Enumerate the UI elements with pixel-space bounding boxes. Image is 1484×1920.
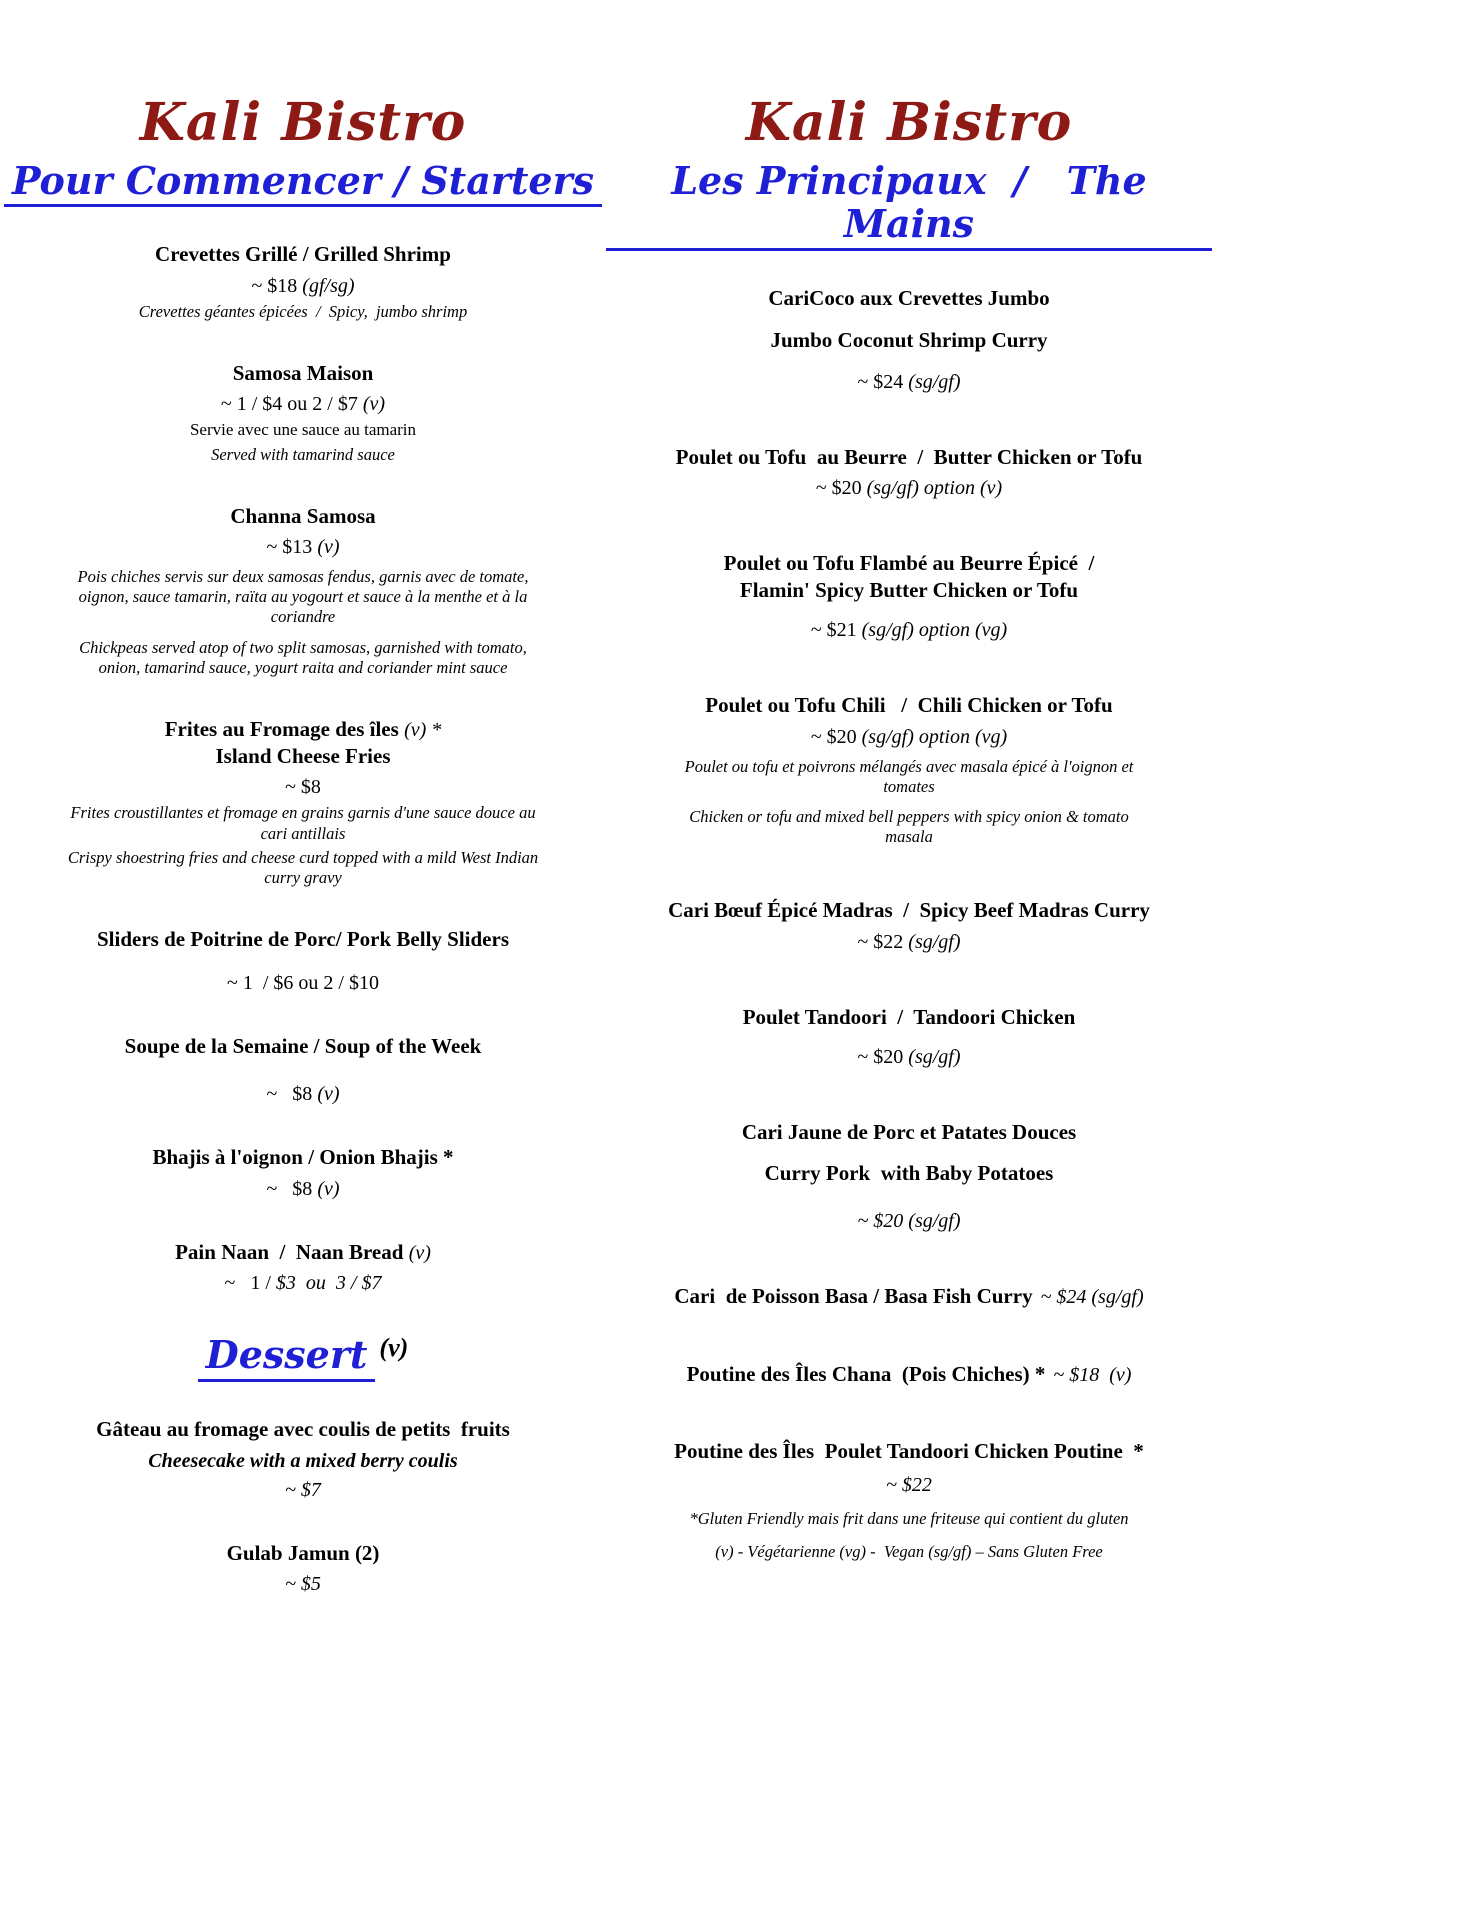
item-title: Cari Jaune de Porc et Patates Douces xyxy=(741,1119,1077,1144)
item-description-fr: Poulet ou tofu et poivrons mélangés avec masala épicé à l'oignon et tomates xyxy=(684,756,1134,796)
item-title-english: Cheesecake with a mixed berry coulis xyxy=(148,1450,458,1473)
item-price: ~ $8 xyxy=(285,776,321,799)
item-title: CariCoco aux Crevettes Jumbo xyxy=(768,285,1050,310)
menu-item-flamin-spicy-butter-chicken xyxy=(606,550,1212,643)
starters-column xyxy=(0,92,606,1634)
item-price xyxy=(606,618,1212,642)
price-value: ~ $8 xyxy=(266,1177,313,1200)
diet-note: (sg/gf) option (vg) xyxy=(861,619,1008,642)
title-text: Poutine des Îles Chana (Pois Chiches) * xyxy=(686,1361,1046,1386)
item-title: Samosa Maison xyxy=(232,360,374,385)
item-price: ~ $7 xyxy=(285,1479,321,1502)
menu-item-pork-belly-sliders xyxy=(0,926,606,995)
price-value: ~ $8 xyxy=(266,1083,313,1106)
mains-column xyxy=(606,92,1212,1634)
menu-item-naan-bread xyxy=(0,1239,606,1295)
menu-item-onion-bhajis xyxy=(0,1144,606,1200)
price-value: ~ $22 xyxy=(857,930,904,953)
menu-item-samosa-maison xyxy=(0,360,606,465)
item-price xyxy=(0,1271,606,1295)
item-title xyxy=(0,716,606,743)
price-value: ~ $24 xyxy=(857,370,904,393)
price-value: ~ $20 xyxy=(857,1045,904,1068)
menu-item-poutine-chana xyxy=(606,1361,1212,1388)
item-title: Crevettes Grillé / Grilled Shrimp xyxy=(155,242,451,267)
item-price xyxy=(0,535,606,559)
menu-item-gulab-jamun xyxy=(0,1540,606,1596)
item-price xyxy=(0,274,606,298)
title-text: Frites au Fromage des îles xyxy=(164,716,399,741)
item-description-fr: Frites croustillantes et fromage en grains garnis d'une sauce douce au cari antillais xyxy=(70,803,536,843)
item-title: Soupe de la Semaine / Soup of the Week xyxy=(124,1034,482,1059)
item-title: Gâteau au fromage avec coulis de petits fruits xyxy=(96,1416,510,1441)
menu-item-butter-chicken xyxy=(606,444,1212,500)
menu-item-basa-fish-curry xyxy=(606,1283,1212,1310)
item-price xyxy=(606,476,1212,500)
item-price: ~ $24 (sg/gf) xyxy=(1040,1286,1144,1309)
item-price xyxy=(0,1082,606,1106)
section-title-mains: Les Principaux / The Mains xyxy=(606,159,1212,251)
diet-note: (v) xyxy=(362,393,386,415)
menu-item-tandoori-chicken xyxy=(606,1004,1212,1069)
item-title-english: Flamin' Spicy Butter Chicken or Tofu xyxy=(739,578,1079,603)
item-description-fr: Servie avec une sauce au tamarin xyxy=(189,420,417,439)
footnote-legend: (v) - Végétarienne (vg) - Vegan (sg/gf) – Sans Gluten Free xyxy=(715,1541,1103,1561)
menu-item-beef-madras-curry xyxy=(606,897,1212,953)
menu-item-chili-chicken xyxy=(606,692,1212,847)
item-title: Poutine des Îles Poulet Tandoori Chicken Poutine * xyxy=(674,1439,1144,1464)
item-title: Poulet ou Tofu Flambé au Beurre Épicé / xyxy=(723,550,1095,575)
diet-note: (v) xyxy=(408,1241,431,1264)
item-description: Crevettes géantes épicées / Spicy, jumbo shrimp xyxy=(138,301,468,321)
item-price: ~ 1 / $6 ou 2 / $10 xyxy=(227,972,379,995)
diet-note: (v) xyxy=(317,536,340,559)
title-text: Pain Naan / Naan Bread xyxy=(175,1239,404,1264)
diet-note: (v) * xyxy=(404,718,442,741)
menu-item-soup-of-the-week xyxy=(0,1033,606,1106)
item-price: ~ $20 (sg/gf) xyxy=(857,1210,961,1233)
price-value: ~ 1 / $4 ou 2 / $7 xyxy=(220,393,358,415)
price-value: ~ $18 xyxy=(251,274,298,297)
price-value: ~ $13 xyxy=(266,536,313,559)
menu-item-island-cheese-fries xyxy=(0,716,606,888)
menu-item-grilled-shrimp xyxy=(0,241,606,321)
section-header-starters xyxy=(0,159,606,208)
title-text: Cari de Poisson Basa / Basa Fish Curry xyxy=(674,1284,1033,1309)
item-title: Cari Bœuf Épicé Madras / Spicy Beef Madras Curry xyxy=(668,898,1150,923)
section-title-starters: Pour Commencer / Starters xyxy=(4,159,602,208)
item-title: Gulab Jamun (2) xyxy=(226,1541,380,1566)
item-title: Bhajis à l'oignon / Onion Bhajis * xyxy=(152,1145,454,1170)
item-title: Poulet ou Tofu au Beurre / Butter Chicken or Tofu xyxy=(675,444,1143,469)
item-price: ~ $5 xyxy=(285,1573,321,1596)
price-value: ~ 1 / xyxy=(224,1272,271,1295)
item-price xyxy=(606,930,1212,954)
item-title-english: Jumbo Coconut Shrimp Curry xyxy=(770,328,1048,353)
menu-item-coconut-shrimp-curry xyxy=(606,285,1212,394)
item-title: Sliders de Poitrine de Porc/ Pork Belly Sliders xyxy=(97,926,509,951)
menu-item-curry-pork xyxy=(606,1119,1212,1234)
item-price xyxy=(0,1177,606,1201)
item-title xyxy=(606,1361,1212,1388)
menu-item-cheesecake xyxy=(0,1416,606,1502)
price-value: ~ $20 xyxy=(815,476,862,499)
brand-title: Kali Bistro xyxy=(139,92,467,153)
item-title xyxy=(0,1239,606,1266)
diet-note: (v) xyxy=(317,1177,340,1200)
menu-item-channa-samosa xyxy=(0,503,606,678)
item-title xyxy=(606,1283,1212,1310)
price-value: ~ $21 xyxy=(810,619,857,642)
item-price xyxy=(0,392,606,416)
section-header-mains xyxy=(606,159,1212,251)
item-description-en: Crispy shoestring fries and cheese curd topped with a mild West Indian curry gravy xyxy=(67,847,539,887)
diet-note: (sg/gf) option (v) xyxy=(866,476,1003,499)
diet-note: (sg/gf) xyxy=(908,1045,961,1068)
item-title: Channa Samosa xyxy=(230,503,376,528)
section-header-dessert xyxy=(0,1333,606,1382)
menu-item-poutine-tandoori xyxy=(606,1438,1212,1497)
diet-note: (v) xyxy=(317,1083,340,1106)
diet-note: (sg/gf) xyxy=(908,930,961,953)
item-description-en: Served with tamarind sauce xyxy=(211,444,395,464)
item-price: ~ $22 xyxy=(886,1474,932,1497)
item-title: Poulet ou Tofu Chili / Chili Chicken or Tofu xyxy=(705,693,1113,718)
diet-note: (gf/sg) xyxy=(302,274,355,297)
footnote-gluten: *Gluten Friendly mais frit dans une friteuse qui contient du gluten xyxy=(689,1509,1129,1529)
item-description-fr: Pois chiches servis sur deux samosas fendus, garnis avec de tomate, oignon, sauce tamarin, raïta au yogourt et sauce à la menthe et à la coriandre xyxy=(77,567,529,627)
diet-note: (sg/gf) option (vg) xyxy=(861,725,1008,748)
item-price: ~ $18 (v) xyxy=(1053,1363,1132,1386)
section-title-dessert: Dessert xyxy=(198,1333,376,1382)
item-description-en: Chickpeas served atop of two split samosas, garnished with tomato, onion, tamarind sauce, yogurt raita and coriander mint sauce xyxy=(79,637,527,677)
item-description-en: Chicken or tofu and mixed bell peppers with spicy onion & tomato masala xyxy=(689,807,1129,847)
item-title-english: Island Cheese Fries xyxy=(215,744,391,769)
item-price xyxy=(606,1045,1212,1069)
item-title: Poulet Tandoori / Tandoori Chicken xyxy=(742,1004,1076,1029)
item-title-english: Curry Pork with Baby Potatoes xyxy=(764,1161,1054,1186)
brand-title: Kali Bistro xyxy=(745,92,1073,153)
item-price xyxy=(606,370,1212,394)
item-price xyxy=(606,725,1212,749)
price-value-italic: $3 ou 3 / $7 xyxy=(275,1272,382,1295)
diet-note: (sg/gf) xyxy=(908,370,961,393)
diet-note: (v) xyxy=(379,1333,409,1363)
price-value: ~ $20 xyxy=(810,725,857,748)
